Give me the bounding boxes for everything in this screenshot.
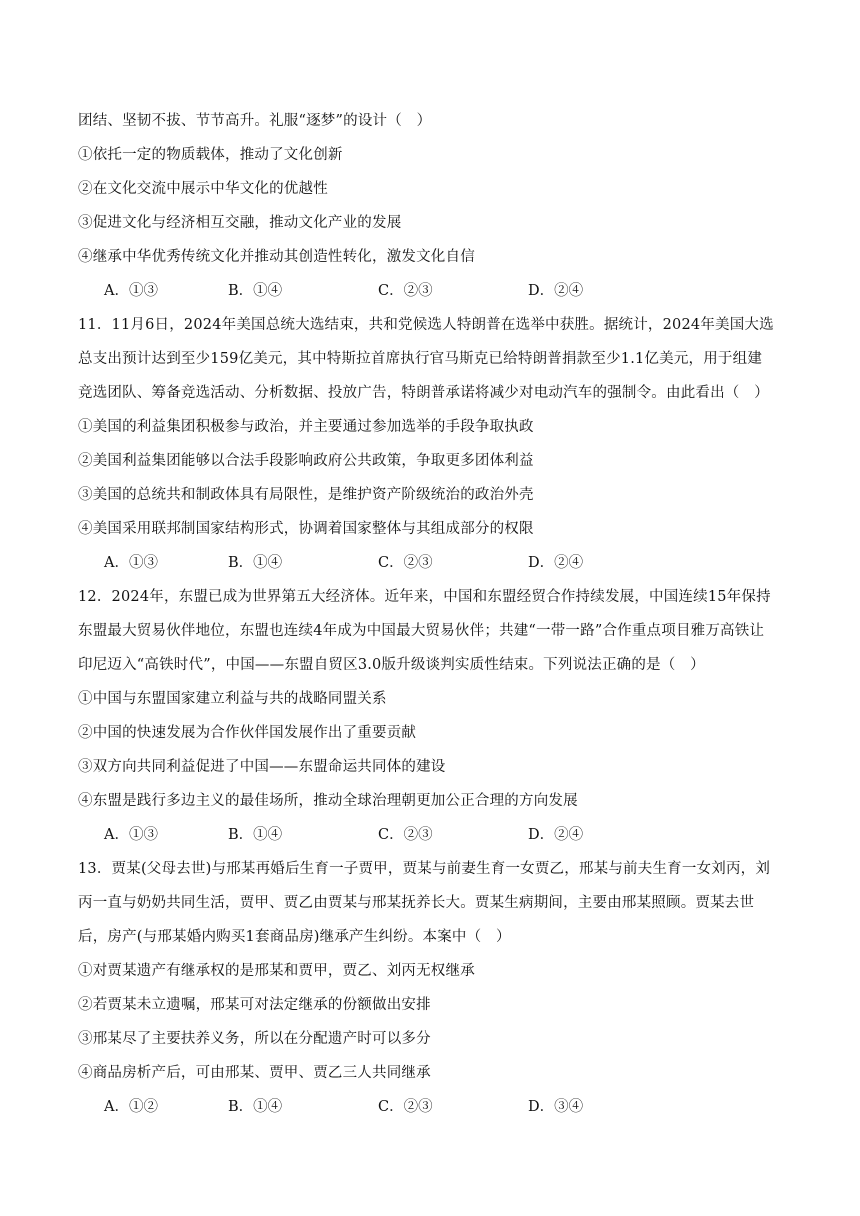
q11-statement-1: ①美国的利益集团积极参与政治，并主要通过参加选举的手段争取执政 — [78, 419, 534, 435]
q13-stem-line-1: 13．贾某(父母去世)与邢某再婚后生育一子贾甲，贾某与前妻生育一女贾乙，邢某与前夫生育一女刘丙，刘 — [78, 861, 771, 877]
q10-stem-line: 团结、坚韧不拔、节节高升。礼服“逐梦”的设计（ ） — [78, 113, 432, 129]
q12-statement-2: ②中国的快速发展为合作伙伴国发展作出了重要贡献 — [78, 725, 417, 741]
q13-stem-line-2: 丙一直与奶奶共同生活，贾甲、贾乙由贾某与邢某抚养长大。贾某生病期间，主要由邢某照顾。贾某去世 — [78, 895, 755, 911]
q10-statement-2: ②在文化交流中展示中华文化的优越性 — [78, 181, 328, 197]
q13-option-d: D．③④ — [528, 1099, 584, 1115]
q13-statement-1: ①对贾某遗产有继承权的是邢某和贾甲，贾乙、刘丙无权继承 — [78, 963, 475, 979]
q11-stem-line-2: 总支出预计达到至少159亿美元，其中特斯拉首席执行官马斯克已给特朗普捐款至少1.1亿美元，用于组建 — [78, 351, 763, 367]
q13-stem-line-3: 后，房产(与邢某婚内购买1套商品房)继承产生纠纷。本案中（ ） — [78, 929, 511, 945]
q11-stem-line-3: 竞选团队、筹备竞选活动、分析数据、投放广告，特朗普承诺将减少对电动汽车的强制令。由此看出（ ） — [78, 385, 769, 401]
q10-statement-1: ①依托一定的物质载体，推动了文化创新 — [78, 147, 343, 163]
q10-statement-4: ④继承中华优秀传统文化并推动其创造性转化，激发文化自信 — [78, 249, 475, 265]
q11-option-a: A．①③ — [104, 555, 158, 571]
q12-statement-4: ④东盟是践行多边主义的最佳场所，推动全球治理朝更加公正合理的方向发展 — [78, 793, 578, 809]
q11-option-c: C．②③ — [378, 555, 433, 571]
q12-stem-line-1: 12．2024年，东盟已成为世界第五大经济体。近年来，中国和东盟经贸合作持续发展，中国连续15年保持 — [78, 589, 771, 605]
q11-stem-line-1: 11．11月6日，2024年美国总统大选结束，共和党候选人特朗普在选举中获胜。据统计，2024年美国大选 — [78, 317, 774, 333]
q13-statement-4: ④商品房析产后，可由邢某、贾甲、贾乙三人共同继承 — [78, 1065, 431, 1081]
q12-option-a: A．①③ — [104, 827, 158, 843]
q12-stem-line-3: 印尼迈入“高铁时代”，中国——东盟自贸区3.0版升级谈判实质性结束。下列说法正确的是（ ） — [78, 657, 705, 673]
q13-statement-3: ③邢某尽了主要扶养义务，所以在分配遗产时可以多分 — [78, 1031, 431, 1047]
q13-options — [104, 1097, 704, 1117]
q12-statement-1: ①中国与东盟国家建立利益与共的战略同盟关系 — [78, 691, 387, 707]
q12-option-d: D．②④ — [528, 827, 584, 843]
q10-option-a: A．①③ — [104, 283, 158, 299]
q10-option-c: C．②③ — [378, 283, 433, 299]
q13-option-b: B．①④ — [228, 1099, 283, 1115]
q11-option-b: B．①④ — [228, 555, 283, 571]
q12-options — [104, 825, 704, 845]
q13-statement-2: ②若贾某未立遗嘱，邢某可对法定继承的份额做出安排 — [78, 997, 431, 1013]
q11-statement-4: ④美国采用联邦制国家结构形式，协调着国家整体与其组成部分的权限 — [78, 521, 534, 537]
q10-option-d: D．②④ — [528, 283, 584, 299]
q10-option-b: B．①④ — [228, 283, 283, 299]
q11-options — [104, 553, 704, 573]
q11-option-d: D．②④ — [528, 555, 584, 571]
q12-option-b: B．①④ — [228, 827, 283, 843]
q11-statement-2: ②美国利益集团能够以合法手段影响政府公共政策，争取更多团体利益 — [78, 453, 534, 469]
q10-statement-3: ③促进文化与经济相互交融，推动文化产业的发展 — [78, 215, 402, 231]
q12-option-c: C．②③ — [378, 827, 433, 843]
q13-option-c: C．②③ — [378, 1099, 433, 1115]
q13-option-a: A．①② — [104, 1099, 158, 1115]
q10-options — [104, 281, 704, 301]
q12-statement-3: ③双方向共同利益促进了中国——东盟命运共同体的建设 — [78, 759, 446, 775]
q11-statement-3: ③美国的总统共和制政体具有局限性，是维护资产阶级统治的政治外壳 — [78, 487, 534, 503]
q12-stem-line-2: 东盟最大贸易伙伴地位，东盟也连续4年成为中国最大贸易伙伴；共建“一带一路”合作重点项目雅万高铁让 — [78, 623, 765, 639]
